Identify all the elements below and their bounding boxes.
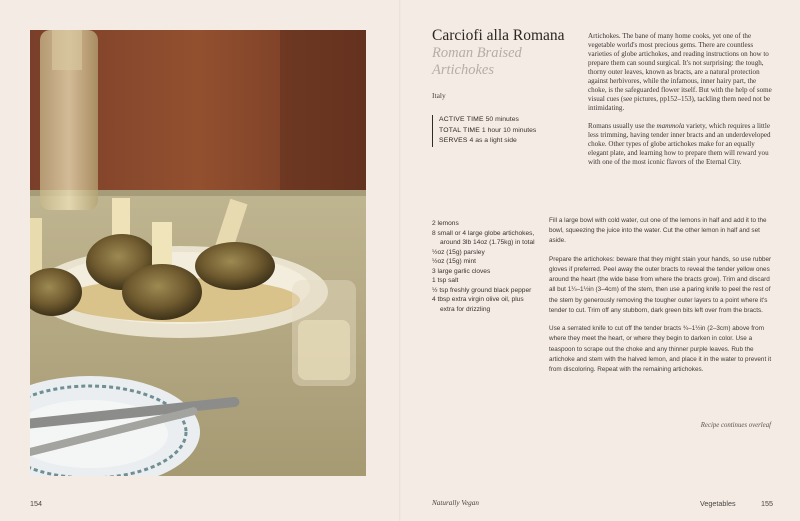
active-time-label: ACTIVE TIME (439, 116, 484, 123)
intro-paragraph-1: Artichokes. The bane of many home cooks, yet one of the vegetable world's most precious gems. There are countless varieties of globe artichokes, and reading instructions on how to prepare them can sound surgical. It's not surprising: the tough, thorny outer leaves, known as bracts, are a natural protection against herbivores, while the infamous, inner hairy part, the choke, is the safeguarded flower itself. But with the help of some visual cues (see pictures, pp152–153), tackling them need not be intimidating. (588, 32, 772, 113)
running-footer-book-title: Naturally Vegan (432, 499, 479, 507)
ingredient-list (432, 219, 540, 314)
method-step-1: Fill a large bowl with cold water, cut one of the lemons in half and add it to the bowl, squeezing the juice into the water. Cut the other lemon in half and set aside. (549, 217, 767, 245)
ingredient-item: 3 large garlic cloves (432, 267, 491, 275)
method-step-2: Prepare the artichokes: beware that they might stain your hands, so use rubber gloves if preferred. Peel away the outer bracts to reveal the tender yellow ones around the heart (the wide base from where the bracts grow). Trim and discard all but 1¼–1½in (3–4cm) of the stem, then use a paring knife to peel the rest of the stem by generously removing the tougher outer layers to a point where it's tender to cut. Trim off any stubborn, dark green bits left over from the bracts. (549, 255, 772, 314)
recipe-timing-block (432, 115, 536, 147)
intro-p2-variety: mammola (656, 122, 685, 131)
method-steps (549, 216, 777, 383)
method-step-3: Use a serrated knife to cut off the tender bracts ¾–1½in (2–3cm) above from where they meet the heart, or where they begin to darken in color. Use a teaspoon to scrape out the choke and any thinner purple leaves. Rub the artichoke and stem with the halved lemon, and place it in the water to prevent it from discoloring. Repeat with the remaining artichokes. (549, 325, 772, 374)
recipe-intro (588, 32, 774, 176)
total-time-label: TOTAL TIME (439, 126, 481, 134)
ingredient-item: 8 small or 4 large globe artichokes, around 3lb 14oz (1.75kg) in total (432, 229, 535, 246)
intro-paragraph-2 (588, 122, 774, 167)
total-time-row (439, 126, 536, 137)
ingredient-item: ½ tsp freshly ground black pepper (432, 286, 532, 294)
ingredient-item: 4 tbsp extra virgin olive oil, plus extra for drizzling (432, 296, 524, 313)
total-time-value: 1 hour 10 minutes (481, 126, 537, 134)
recipe-title: Carciofi alla Romana (432, 27, 565, 44)
intro-p2-end: variety, which requires a little less trimming, having tender inner bracts and an underdeveloped choke. Other types of globe artichokes make for an equally elegant plate, and learning how to prepare them will reward you with one of the most iconic flavors of the Eternal City. (588, 122, 771, 167)
active-time-value: 50 minutes (485, 116, 519, 123)
active-time-row (439, 115, 536, 126)
serves-row (439, 136, 536, 147)
ingredient-item: ½oz (15g) parsley (432, 248, 485, 256)
page-number-left: 154 (30, 499, 42, 508)
ingredient-item: 1 tsp salt (432, 277, 459, 284)
artichoke-dish-photo (30, 30, 366, 476)
running-footer-section: Vegetables (700, 499, 736, 508)
page-number-right: 155 (761, 499, 773, 508)
intro-p2-start: Romans usually use the (588, 122, 657, 131)
serves-value: 4 as a light side (469, 137, 517, 145)
ingredient-item: ½oz (15g) mint (432, 258, 476, 265)
continues-note: Recipe continues overleaf (700, 422, 771, 429)
recipe-photo (30, 30, 366, 476)
page-gutter (399, 0, 401, 521)
serves-label: SERVES (439, 137, 468, 145)
recipe-origin: Italy (432, 91, 446, 100)
ingredient-item: 2 lemons (432, 220, 459, 227)
recipe-subtitle: Roman Braised Artichokes (432, 45, 522, 78)
